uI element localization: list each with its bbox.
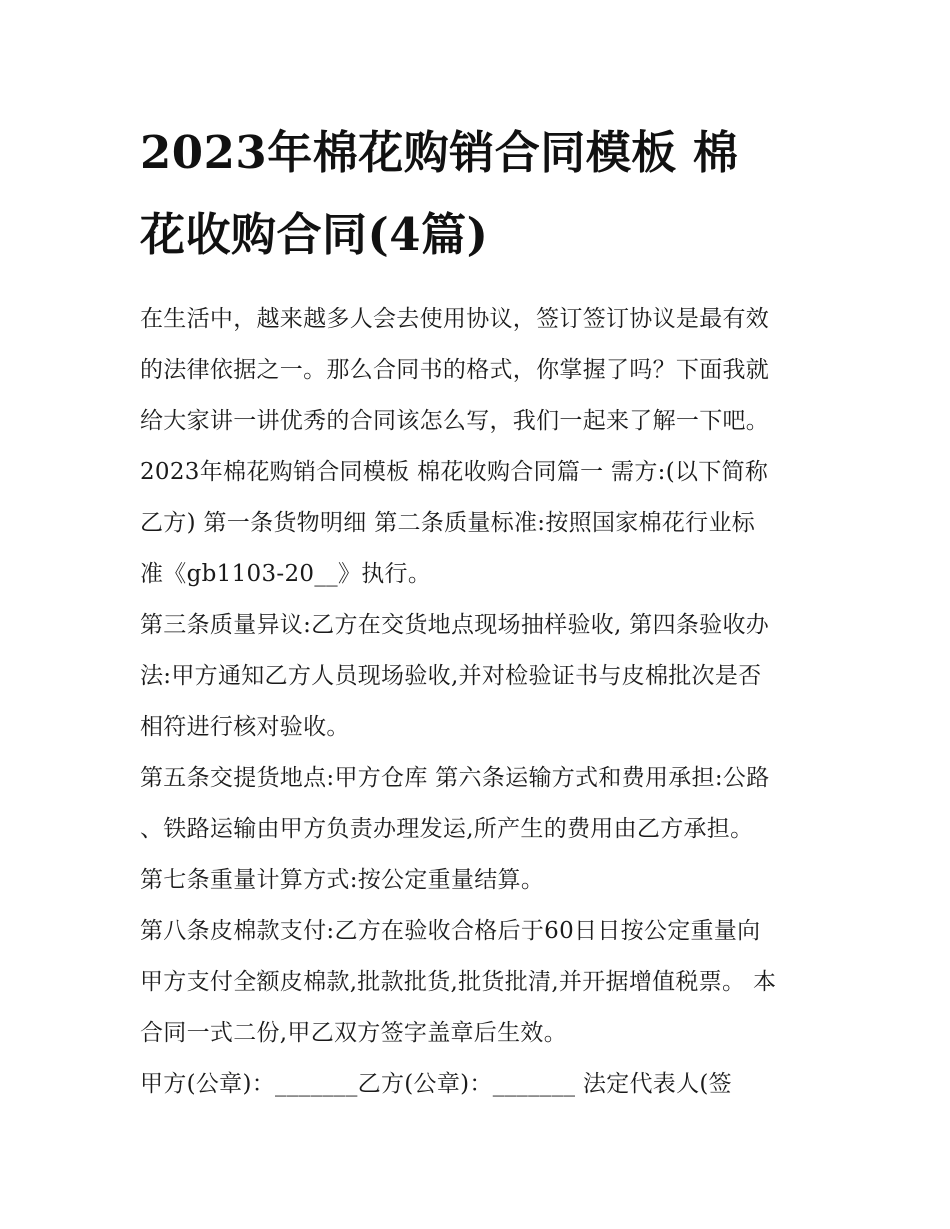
text-line: 相符进行核对验收。 — [140, 714, 350, 740]
text-line: 合同一式二份,甲乙双方签字盖章后生效。 — [140, 1020, 568, 1046]
clause-3-4-paragraph — [140, 600, 812, 753]
title-line-2: 花收购合同(4篇) — [140, 208, 489, 261]
signature-paragraph — [140, 1059, 812, 1110]
text-line: 第八条皮棉款支付:乙方在验收合格后于60日日按公定重量向 — [140, 918, 761, 944]
clause-5-6-paragraph — [140, 753, 812, 855]
text-line: 甲方支付全额皮棉款,批款批货,批货批清,并开据增值税票。 本 — [140, 969, 777, 995]
text-line: 2023年棉花购销合同模板 棉花收购合同篇一 需方:(以下简称 — [140, 459, 769, 485]
text-line: 法:甲方通知乙方人员现场验收,并对检验证书与皮棉批次是否 — [140, 663, 762, 689]
text-line: 的法律依据之一。那么合同书的格式，你掌握了吗？下面我就 — [140, 357, 770, 383]
text-line: 第五条交提货地点:甲方仓库 第六条运输方式和费用承担:公路 — [140, 765, 770, 791]
text-line: 第三条质量异议:乙方在交货地点现场抽样验收, 第四条验收办 — [140, 612, 770, 638]
text-line: 第七条重量计算方式:按公定重量结算。 — [140, 867, 545, 893]
text-line: 给大家讲一讲优秀的合同该怎么写，我们一起来了解一下吧。 — [140, 408, 770, 434]
document-title — [140, 112, 812, 276]
clause-8-paragraph — [140, 906, 812, 1059]
title-line-1: 2023年棉花购销合同模板 棉 — [140, 126, 739, 179]
text-line: 、铁路运输由甲方负责办理发运,所产生的费用由乙方承担。 — [140, 816, 754, 842]
intro-paragraph — [140, 294, 812, 600]
clause-7-paragraph — [140, 855, 812, 906]
text-line: 乙方) 第一条货物明细 第二条质量标准:按照国家棉花行业标 — [140, 510, 756, 536]
text-line: 甲方(公章)：_______乙方(公章)：_______ 法定代表人(签 — [140, 1071, 732, 1097]
text-line: 在生活中，越来越多人会去使用协议，签订签订协议是最有效 — [140, 306, 770, 332]
document-page — [140, 112, 812, 1110]
text-line: 准《gb1103-20__》执行。 — [140, 561, 432, 587]
document-body — [140, 294, 812, 1110]
